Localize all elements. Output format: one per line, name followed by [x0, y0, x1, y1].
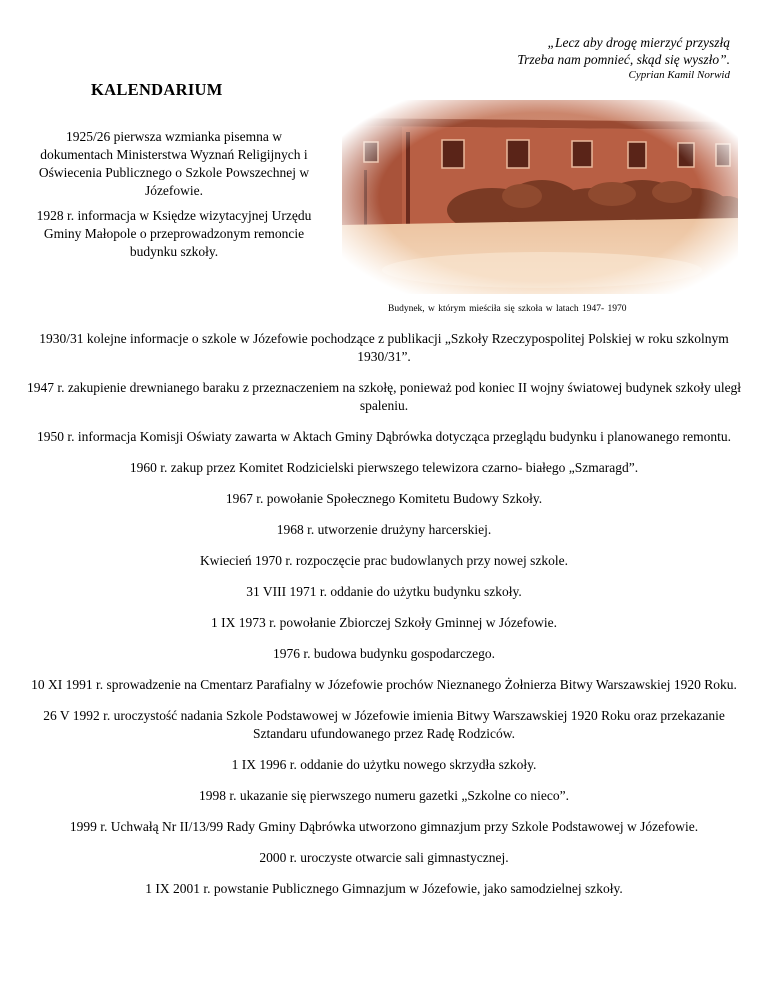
- timeline-entry: 1960 r. zakup przez Komitet Rodzicielski pierwszego telewizora czarno- białego „Szmaragd”.: [129, 460, 639, 475]
- epigraph-line-2: Trzeba nam pomnieć, skąd się wyszło”.: [517, 52, 730, 67]
- timeline-entry: 1998 r. ukazanie się pierwszego numeru gazetki „Szkolne co nieco”.: [199, 788, 569, 803]
- timeline-entry: 2000 r. uroczyste otwarcie sali gimnastycznej.: [259, 850, 509, 865]
- timeline-entry: 10 XI 1991 r. sprowadzenie na Cmentarz Parafialny w Józefowie prochów Nieznanego Żołnierza Bitwy Warszawskiej 1920 Roku.: [31, 677, 737, 692]
- epigraph: [370, 34, 730, 82]
- school-building-photo: [342, 100, 738, 294]
- timeline-entry: 1930/31 kolejne informacje o szkole w Józefowie pochodzące z publikacji „Szkoły Rzeczypospolitej Polskiej w roku szkolnym 1930/31”.: [39, 331, 729, 364]
- timeline-entry: Kwiecień 1970 r. rozpoczęcie prac budowlanych przy nowej szkole.: [199, 553, 569, 568]
- photo-caption: Budynek, w którym mieściła się szkoła w latach 1947- 1970: [388, 304, 627, 314]
- timeline-entry: 1947 r. zakupienie drewnianego baraku z przeznaczeniem na szkołę, ponieważ pod koniec II wojny światowej budynek szkoły uległ spaleniu.: [26, 380, 742, 413]
- epigraph-line-1: „Lecz aby drogę mierzyć przyszłą: [547, 35, 730, 50]
- timeline-entry: 1950 r. informacja Komisji Oświaty zawarta w Aktach Gminy Dąbrówka dotycząca przeglądu budynku i planowanego remontu.: [37, 429, 731, 444]
- epigraph-author: Cyprian Kamil Norwid: [628, 69, 730, 81]
- timeline-entry: 26 V 1992 r. uroczystość nadania Szkole Podstawowej w Józefowie imienia Bitwy Warszawskiej 1920 Roku oraz przekazanie Sztandaru ufundowanego przez Radę Rodziców.: [43, 708, 725, 741]
- timeline-entries: [20, 330, 748, 911]
- timeline-entry: 1928 r. informacja w Księdze wizytacyjnej Urzędu Gminy Małopole o przeprowadzonym remoncie budynku szkoły.: [36, 208, 312, 259]
- timeline-entry: 1968 r. utworzenie drużyny harcerskiej.: [276, 522, 492, 537]
- timeline-entry: 1976 r. budowa budynku gospodarczego.: [273, 646, 495, 661]
- timeline-entry: 1999 r. Uchwałą Nr II/13/99 Rady Gminy Dąbrówka utworzono gimnazjum przy Szkole Podstawowej w Józefowie.: [69, 819, 699, 834]
- timeline-entry: 1925/26 pierwsza wzmianka pisemna w dokumentach Ministerstwa Wyznań Religijnych i Oświecenia Publicznego o Szkole Powszechnej w Józefowie.: [38, 129, 310, 198]
- timeline-entry: 1 IX 1973 r. powołanie Zbiorczej Szkoły Gminnej w Józefowie.: [210, 615, 558, 630]
- timeline-entry: 1967 r. powołanie Społecznego Komitetu Budowy Szkoły.: [225, 491, 543, 506]
- timeline-entry: 1 IX 1996 r. oddanie do użytku nowego skrzydła szkoły.: [231, 757, 537, 772]
- intro-entries: [28, 128, 320, 268]
- timeline-entry: 1 IX 2001 r. powstanie Publicznego Gimnazjum w Józefowie, jako samodzielnej szkoły.: [145, 881, 623, 896]
- page-title: KALENDARIUM: [91, 80, 223, 99]
- timeline-entry: 31 VIII 1971 r. oddanie do użytku budynku szkoły.: [246, 584, 522, 599]
